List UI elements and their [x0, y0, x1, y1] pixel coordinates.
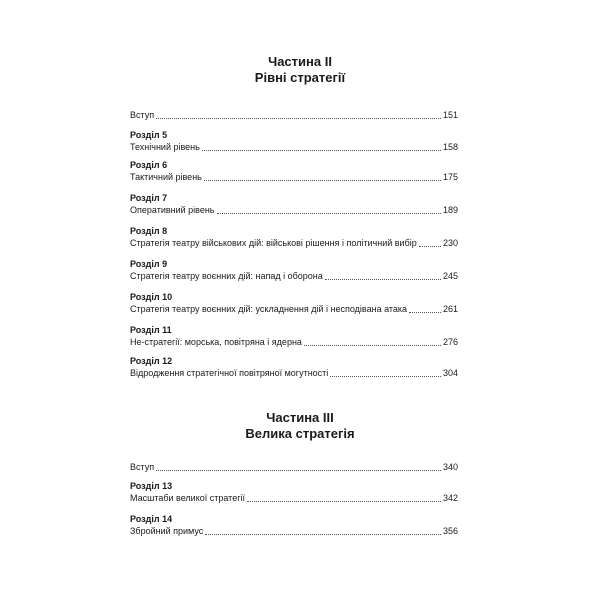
dot-leader: [325, 278, 441, 280]
toc-title: Стратегія театру воєнних дій: ускладнення дій і несподівана атака: [130, 304, 408, 314]
toc-line: [130, 493, 458, 504]
toc-line: [130, 238, 458, 249]
chapter-label: Розділ 11: [130, 325, 172, 335]
toc-line: [130, 205, 458, 216]
part-3-title: Велика стратегія: [245, 426, 355, 441]
dot-leader: [247, 500, 441, 502]
toc-page-number: 158: [442, 142, 458, 152]
toc-entry-chapter-12: [130, 356, 458, 379]
toc-line: [130, 142, 458, 153]
part-2-label: Частина II: [268, 54, 332, 69]
chapter-label: Розділ 7: [130, 193, 168, 203]
toc-page-number: 356: [442, 526, 458, 536]
toc-entry-chapter-6: [130, 160, 458, 183]
toc-entry-chapter-14: [130, 514, 458, 537]
dot-leader: [204, 179, 441, 181]
chapter-label: Розділ 5: [130, 130, 168, 140]
toc-title: Тактичний рівень: [130, 172, 202, 182]
toc-title: Масштаби великої стратегії: [130, 493, 245, 503]
toc-title: Не-стратегії: морська, повітряна і ядерна: [130, 337, 302, 347]
toc-page-number: 189: [442, 205, 458, 215]
chapter-label: Розділ 6: [130, 160, 168, 170]
chapter-label: Розділ 13: [130, 481, 173, 491]
toc-page-number: 245: [442, 271, 458, 281]
toc-entry-chapter-11: [130, 325, 458, 348]
toc-line: [130, 172, 458, 183]
toc-entry-chapter-7: [130, 193, 458, 216]
dot-leader: [205, 533, 441, 535]
toc-entry-chapter-8: [130, 226, 458, 249]
toc-title: Вступ: [130, 462, 155, 472]
chapter-label: Розділ 10: [130, 292, 173, 302]
toc-entry-chapter-10: [130, 292, 458, 315]
toc-page-number: 151: [442, 110, 458, 120]
toc-page-number: 230: [442, 238, 458, 248]
toc-entry-chapter-13: [130, 481, 458, 504]
part-2-title: Рівні стратегії: [254, 70, 346, 85]
toc-line: [130, 304, 458, 315]
chapter-label: Розділ 14: [130, 514, 173, 524]
dot-leader: [409, 311, 441, 313]
toc-page-number: 342: [442, 493, 458, 503]
dot-leader: [330, 375, 441, 377]
toc-line: [130, 271, 458, 282]
toc-line: [130, 368, 458, 379]
chapter-label: Розділ 12: [130, 356, 173, 366]
toc-title: Оперативний рівень: [130, 205, 215, 215]
dot-leader: [304, 344, 441, 346]
toc-title: Стратегія театру воєнних дій: напад і оборона: [130, 271, 323, 281]
toc-page-number: 304: [442, 368, 458, 378]
toc-title: Відродження стратегічної повітряної могутності: [130, 368, 329, 378]
toc-entry-chapter-9: [130, 259, 458, 282]
toc-line: [130, 526, 458, 537]
toc-title: Стратегія театру військових дій: військові рішення і політичний вибір: [130, 238, 417, 248]
part-2-heading: [0, 54, 600, 86]
toc-page-number: 261: [442, 304, 458, 314]
dot-leader: [156, 469, 441, 471]
chapter-label: Розділ 9: [130, 259, 168, 269]
toc-title: Вступ: [130, 110, 155, 120]
toc-line: [130, 337, 458, 348]
part-3-label: Частина III: [266, 410, 334, 425]
toc-page-number: 340: [442, 462, 458, 472]
dot-leader: [419, 245, 441, 247]
toc-entry-intro-part-2: [130, 110, 458, 121]
dot-leader: [217, 212, 441, 214]
toc-entry-chapter-5: [130, 130, 458, 153]
chapter-label: Розділ 8: [130, 226, 168, 236]
toc-line: [130, 462, 458, 473]
toc-title: Технічний рівень: [130, 142, 200, 152]
toc-title: Збройний примус: [130, 526, 204, 536]
part-3-heading: [0, 410, 600, 442]
dot-leader: [156, 117, 441, 119]
toc-entry-intro-part-3: [130, 462, 458, 473]
toc-page-number: 175: [442, 172, 458, 182]
dot-leader: [202, 149, 441, 151]
toc-line: [130, 110, 458, 121]
toc-page-number: 276: [442, 337, 458, 347]
